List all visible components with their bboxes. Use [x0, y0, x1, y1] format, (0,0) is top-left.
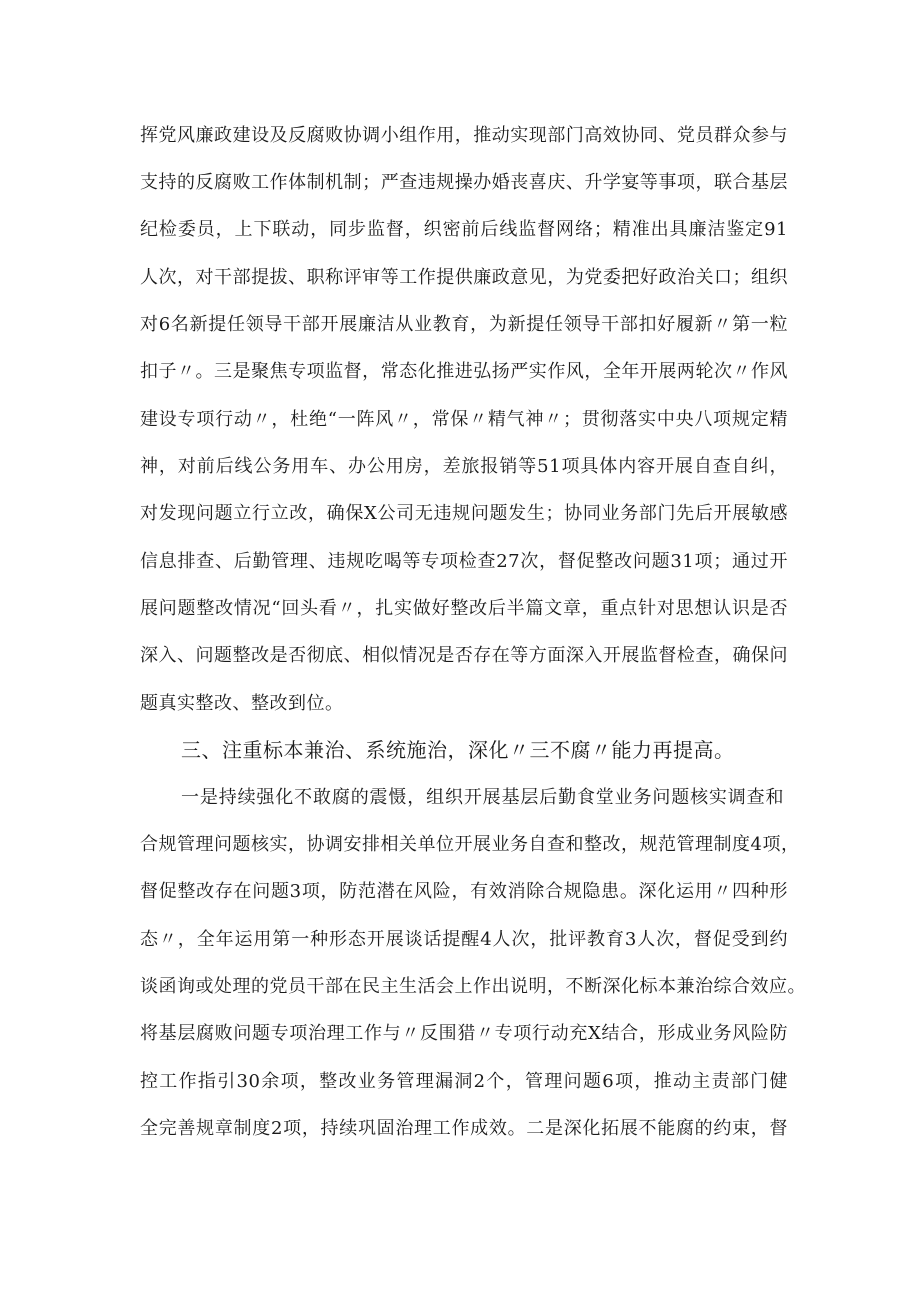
section-heading: 三、注重标本兼治、系统施治，深化〃三不腐〃能力再提高。 — [181, 738, 735, 762]
text-line: 一是持续强化不敢腐的震慑，组织开展基层后勤食堂业务问题核实调查和 — [181, 787, 784, 808]
text-line: 谈函询或处理的党员干部在民主生活会上作出说明，不断深化标本兼治综合效应。 — [140, 976, 806, 997]
text-line: 控工作指引30余项，整改业务管理漏洞2个，管理问题6项，推动主责部门健 — [140, 1071, 788, 1092]
text-line: 挥党风廉政建设及反腐败协调小组作用，推动实现部门高效协同、党员群众参与 — [140, 125, 788, 146]
text-line: 扣子〃。三是聚焦专项监督，常态化推进弘扬严实作风，全年开展两轮次〃作风 — [140, 361, 788, 382]
text-line: 题真实整改、整改到位。 — [140, 693, 344, 714]
text-line: 神，对前后线公务用车、办公用房，差旅报销等51项具体内容开展自查自纠， — [140, 456, 788, 477]
text-line: 将基层腐败问题专项治理工作与〃反围猎〃专项行动充X结合，形成业务风险防 — [140, 1023, 788, 1044]
text-line: 人次，对干部提拔、职称评审等工作提供廉政意见，为党委把好政治关口；组织 — [140, 267, 788, 288]
text-line: 信息排查、后勤管理、违规吃喝等专项检查27次，督促整改问题31项；通过开 — [140, 551, 788, 572]
text-line: 合规管理问题核实，协调安排相关单位开展业务自查和整改，规范管理制度4项， — [140, 834, 800, 855]
text-line: 支持的反腐败工作体制机制；严查违规操办婚丧喜庆、升学宴等事项，联合基层 — [140, 172, 788, 193]
text-line: 全完善规章制度2项，持续巩固治理工作成效。二是深化拓展不能腐的约束，督 — [140, 1118, 788, 1139]
text-line: 建设专项行动〃，杜绝“一阵风〃，常保〃精气神〃；贯彻落实中央八项规定精 — [140, 409, 788, 430]
text-line: 对发现问题立行立改，确保X公司无违规问题发生；协同业务部门先后开展敏感 — [140, 503, 788, 524]
text-line: 对6名新提任领导干部开展廉洁从业教育，为新提任领导干部扣好履新〃第一粒 — [140, 314, 788, 335]
text-line: 纪检委员，上下联动，同步监督，织密前后线监督网络；精准出具廉洁鉴定91 — [140, 219, 788, 240]
text-line: 展问题整改情况“回头看〃，扎实做好整改后半篇文章，重点针对思想认识是否 — [140, 598, 788, 619]
text-line: 态〃，全年运用第一种形态开展谈话提醒4人次，批评教育3人次，督促受到约 — [140, 929, 788, 950]
text-line: 督促整改存在问题3项，防范潜在风险，有效消除合规隐患。深化运用〃四种形 — [140, 881, 788, 902]
text-line: 深入、问题整改是否彻底、相似情况是否存在等方面深入开展监督检查，确保问 — [140, 645, 788, 666]
